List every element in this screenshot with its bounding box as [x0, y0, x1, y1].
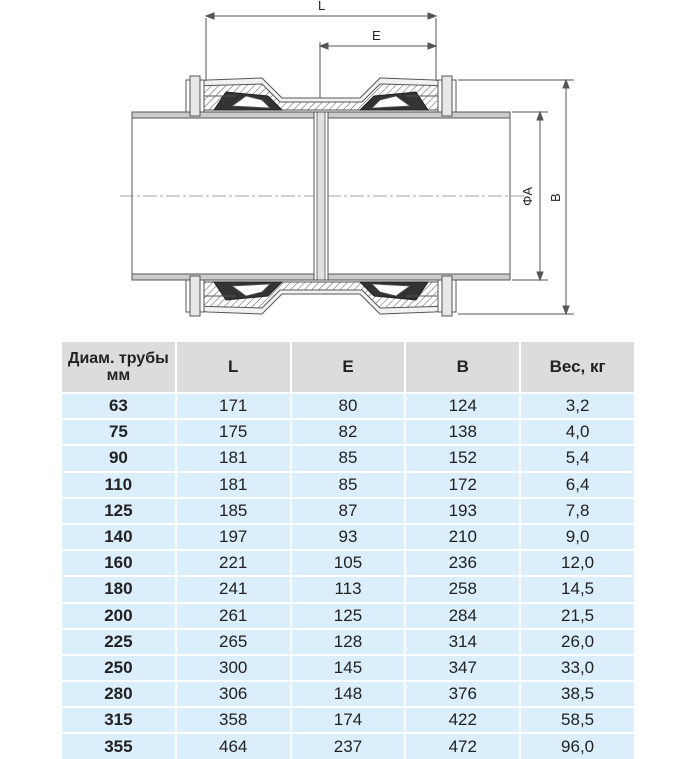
table-row: [62, 471, 634, 497]
cell-B: 258: [406, 575, 519, 601]
dim-A-label: ΦA: [520, 186, 535, 206]
cell-diameter: 160: [62, 549, 175, 575]
cell-diameter: 315: [62, 706, 175, 732]
cell-B: 472: [406, 732, 519, 758]
header-diameter: Диам. трубы мм: [62, 342, 175, 392]
cell-L: 171: [177, 392, 290, 418]
header-B: B: [406, 342, 519, 392]
cell-weight: 38,5: [521, 680, 634, 706]
cell-L: 221: [177, 549, 290, 575]
cell-E: 82: [292, 418, 405, 444]
dim-B-label: B: [548, 193, 563, 202]
cell-E: 128: [292, 628, 405, 654]
cell-B: 124: [406, 392, 519, 418]
cell-E: 125: [292, 602, 405, 628]
cell-weight: 96,0: [521, 732, 634, 758]
cell-E: 105: [292, 549, 405, 575]
cell-weight: 12,0: [521, 549, 634, 575]
cell-weight: 33,0: [521, 654, 634, 680]
cell-diameter: 250: [62, 654, 175, 680]
cell-diameter: 75: [62, 418, 175, 444]
spec-table: [60, 342, 636, 759]
cell-E: 87: [292, 497, 405, 523]
center-stop: [314, 106, 328, 286]
cell-weight: 6,4: [521, 471, 634, 497]
cell-diameter: 355: [62, 732, 175, 758]
cell-L: 181: [177, 471, 290, 497]
cell-L: 306: [177, 680, 290, 706]
table-row: [62, 444, 634, 470]
header-L: L: [177, 342, 290, 392]
cell-L: 265: [177, 628, 290, 654]
coupling-body-bottom: [186, 280, 456, 314]
cell-L: 261: [177, 602, 290, 628]
table-row: [62, 523, 634, 549]
table-row: [62, 602, 634, 628]
table-row: [62, 706, 634, 732]
table-row: [62, 654, 634, 680]
cell-B: 284: [406, 602, 519, 628]
cell-weight: 14,5: [521, 575, 634, 601]
cell-B: 376: [406, 680, 519, 706]
cell-L: 175: [177, 418, 290, 444]
cell-B: 210: [406, 523, 519, 549]
coupling-body-top: [186, 78, 456, 112]
cell-L: 241: [177, 575, 290, 601]
table-row: [62, 732, 634, 758]
cell-E: 237: [292, 732, 405, 758]
table-row: [62, 418, 634, 444]
cell-B: 236: [406, 549, 519, 575]
cell-B: 422: [406, 706, 519, 732]
cell-E: 80: [292, 392, 405, 418]
cell-diameter: 180: [62, 575, 175, 601]
dim-E-label: E: [372, 28, 381, 43]
cell-diameter: 63: [62, 392, 175, 418]
dim-L-label: L: [318, 0, 326, 13]
cell-L: 464: [177, 732, 290, 758]
coupling-drawing: [0, 0, 696, 336]
cell-diameter: 110: [62, 471, 175, 497]
cell-B: 314: [406, 628, 519, 654]
table-row: [62, 497, 634, 523]
cell-weight: 58,5: [521, 706, 634, 732]
cell-diameter: 140: [62, 523, 175, 549]
cell-L: 197: [177, 523, 290, 549]
cell-L: 300: [177, 654, 290, 680]
cell-weight: 7,8: [521, 497, 634, 523]
cell-diameter: 225: [62, 628, 175, 654]
cell-L: 358: [177, 706, 290, 732]
table-row: [62, 680, 634, 706]
cell-E: 85: [292, 444, 405, 470]
cell-B: 347: [406, 654, 519, 680]
cell-B: 172: [406, 471, 519, 497]
table-row: [62, 575, 634, 601]
cell-E: 145: [292, 654, 405, 680]
cell-E: 148: [292, 680, 405, 706]
cell-weight: 5,4: [521, 444, 634, 470]
cell-diameter: 280: [62, 680, 175, 706]
table-header-row: [62, 342, 634, 392]
table-row: [62, 549, 634, 575]
cell-weight: 26,0: [521, 628, 634, 654]
cell-B: 193: [406, 497, 519, 523]
cell-E: 113: [292, 575, 405, 601]
cell-weight: 3,2: [521, 392, 634, 418]
table-row: [62, 628, 634, 654]
cell-diameter: 125: [62, 497, 175, 523]
cell-E: 93: [292, 523, 405, 549]
cell-B: 152: [406, 444, 519, 470]
cell-B: 138: [406, 418, 519, 444]
cell-L: 185: [177, 497, 290, 523]
header-E: E: [292, 342, 405, 392]
cell-weight: 21,5: [521, 602, 634, 628]
cell-diameter: 200: [62, 602, 175, 628]
cell-E: 85: [292, 471, 405, 497]
cell-weight: 4,0: [521, 418, 634, 444]
header-weight: Вес, кг: [521, 342, 634, 392]
cell-weight: 9,0: [521, 523, 634, 549]
cell-E: 174: [292, 706, 405, 732]
cell-diameter: 90: [62, 444, 175, 470]
cell-L: 181: [177, 444, 290, 470]
table-row: [62, 392, 634, 418]
